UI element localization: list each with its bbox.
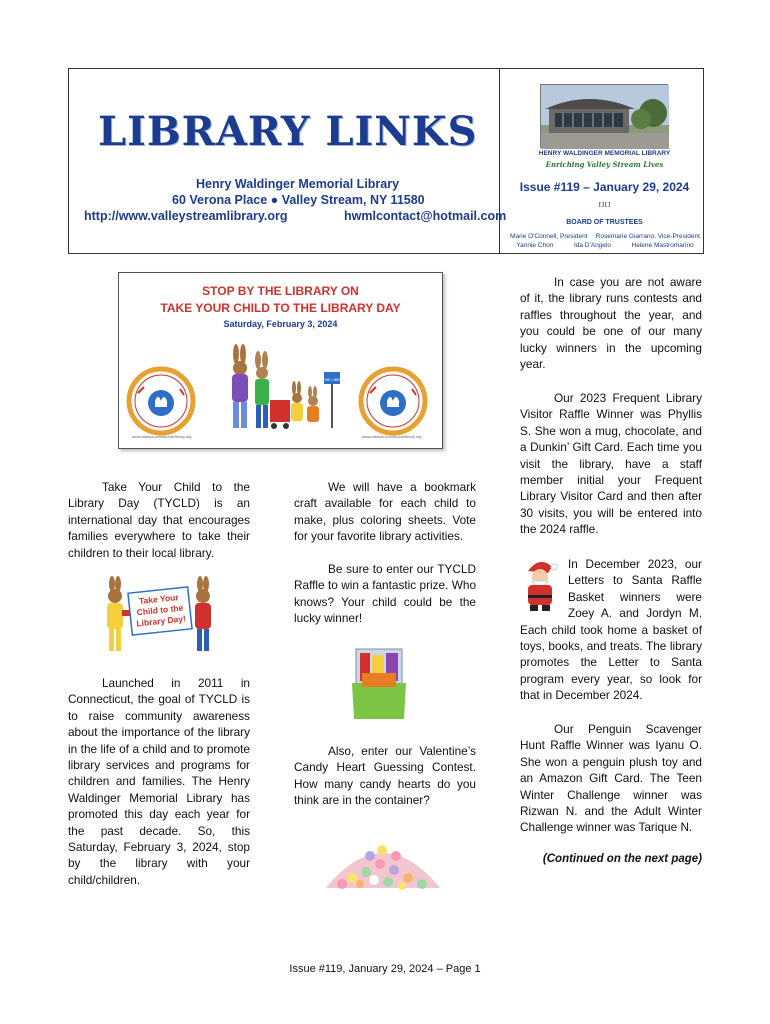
rabbits-with-sign-illustration	[98, 578, 220, 654]
flyer-url: www.takeyourchildtothelibrary.org	[362, 434, 422, 439]
sign-line: Take Your	[138, 592, 180, 607]
article-paragraph: In case you are not aware of it, the library runs contests and raffles throughout the year, and you could be one of our many lucky winners in the upcoming year.	[520, 275, 702, 372]
rabbit-family-illustration	[218, 342, 349, 442]
candy-hearts-image	[322, 824, 444, 892]
photo-tagline: Enriching Valley Stream Lives	[545, 160, 664, 169]
article-paragraph: Our 2023 Frequent Library Visitor Raffle Winner was Phyllis S. She won a mug, chocolate, and a Dunkin’ Gift Card. Each time you visit the library, have a staff member initial your Frequent Library Visitor Card and then after 30 visits, you will be entered into the 2024 raffle.	[520, 391, 702, 537]
article-paragraph: We will have a bookmark craft available for each child to make, plus coloring sheets. Vote for your favorite library activities.	[294, 480, 476, 544]
flyer-headline: STOP BY THE LIBRARY ON	[202, 284, 359, 298]
page-footer: Issue #119, January 29, 2024 – Page 1	[289, 963, 481, 975]
flyer-headline: TAKE YOUR CHILD TO THE LIBRARY DAY	[160, 301, 401, 315]
article-paragraph: Our Penguin Scavenger Hunt Raffle Winner was Iyanu O. She won a penguin plush toy and an Amazon Gift Card. The Teen Winter Challenge winner was Rizwan N. and the Adult Winter Challenge winner was Tarique N.	[520, 722, 702, 835]
tycld-logo	[124, 363, 198, 439]
sign-line: Library Day!	[135, 613, 187, 629]
library-address: 60 Verona Place ● Valley Stream, NY 11580	[172, 193, 425, 207]
article-paragraph: Also, enter our Valentine’s Candy Heart Guessing Contest. How many candy hearts do you think are in the container?	[294, 744, 476, 808]
trustees-row	[506, 242, 704, 249]
article-paragraph: Take Your Child to the Library Day (TYCLD) is an international day that encourages families everywhere to take their children to their local library.	[68, 480, 250, 560]
library-website: http://www.valleystreamlibrary.org	[84, 209, 288, 223]
trustees-row	[506, 233, 704, 240]
flyer-url: www.takeyourchildtothelibrary.org	[132, 434, 192, 439]
library-name: Henry Waldinger Memorial Library	[196, 177, 400, 191]
sign-line: Child to the	[136, 602, 184, 618]
sign-text: TO THE LIBRARY	[315, 377, 349, 382]
continued-note: (Continued on the next page)	[542, 853, 702, 865]
trustee-name: Yannie Chon	[516, 242, 554, 249]
issue-separator: [ ] [ ]	[599, 202, 610, 208]
santa-illustration	[518, 557, 564, 613]
trustee-name: Rosemarie Giarrano, Vice-President	[595, 233, 700, 240]
trustees-heading: BOARD OF TRUSTEES	[566, 219, 643, 226]
photo-caption: HENRY WALDINGER MEMORIAL LIBRARY	[538, 150, 671, 157]
article-paragraph: Be sure to enter our TYCLD Raffle to win a fantastic prize. Who knows? Your child could be the lucky winner!	[294, 562, 476, 626]
issue-label: Issue #119 – January 29, 2024	[519, 180, 690, 194]
library-email: hwmlcontact@hotmail.com	[344, 209, 507, 223]
newsletter-title: LIBRARY LINKS	[98, 108, 478, 155]
flyer-date: Saturday, February 3, 2024	[223, 319, 338, 329]
trustee-name: Ida D'Angelo	[573, 242, 611, 249]
trustee-name: Marie O'Connell, President	[510, 233, 588, 240]
article-paragraph: In December 2023, our Letters to Santa Raffle Basket winners were Zoey A. and Jordyn M. Each child took home a basket of toys, books, and treats. The library promotes the Letter to Santa program every year, so look for that in December 2024.	[520, 557, 702, 703]
prize-basket-image	[344, 643, 414, 721]
trustee-name: Helene Mastromarino	[631, 242, 694, 249]
tycld-logo	[356, 363, 430, 439]
masthead-divider	[499, 68, 500, 254]
article-paragraph: Launched in 2011 in Connecticut, the goal of TYCLD is to raise community awareness about the importance of the library in the life of a child and to promote library services and programs for children and families. The Henry Waldinger Memorial Library has promoted this day each year for the past decade. So, this Saturday, February 3, 2024, stop by the library with your child/children.	[68, 676, 250, 887]
library-building-photo	[540, 84, 668, 148]
